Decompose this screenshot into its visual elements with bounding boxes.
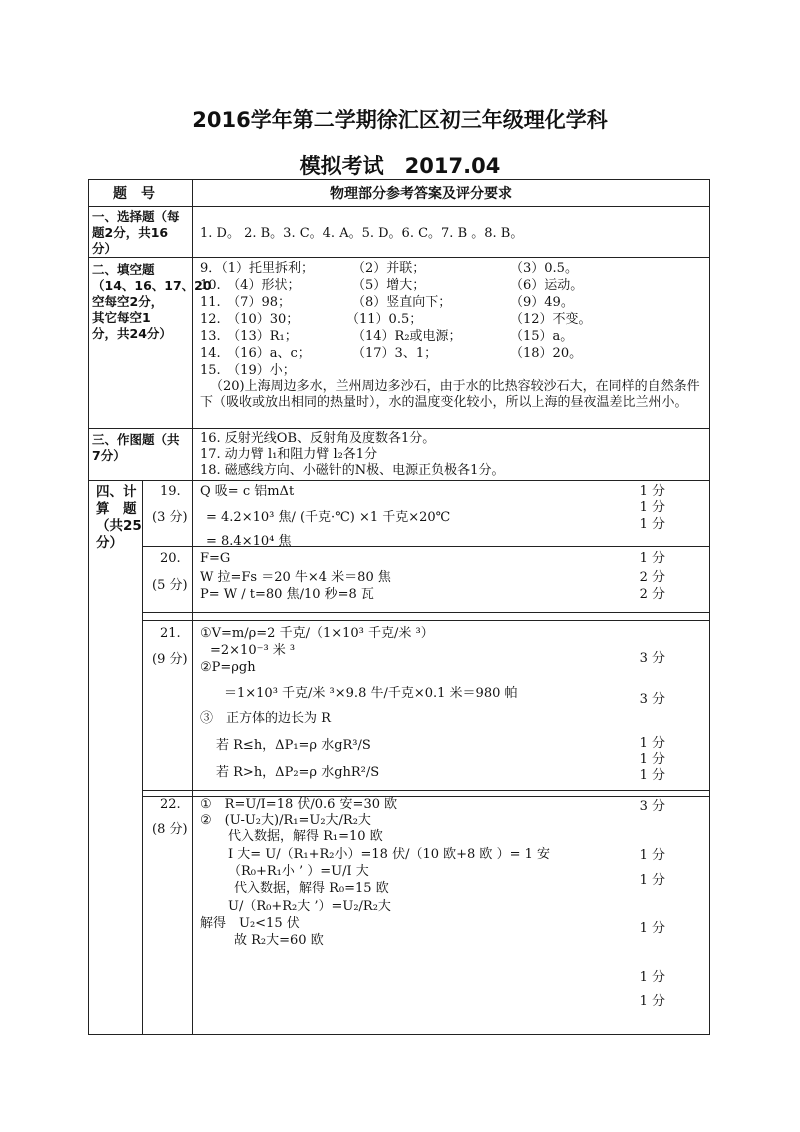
q21-step: ②P=ρgh [200, 660, 256, 675]
q20-step: P= W / t=80 焦/10 秒=8 瓦 [200, 587, 374, 602]
document-subtitle: 模拟考试 2017.04 [299, 154, 501, 178]
blank-answer: （14）R₂或电源； [352, 329, 462, 344]
q19-points: (3 分) [152, 510, 188, 525]
table-border-bottom [88, 1034, 710, 1035]
row-line [142, 612, 710, 613]
row-line [88, 206, 710, 207]
q19-score: 1 分 [639, 517, 665, 532]
q19-step: Q 吸= c 铝mΔt [200, 484, 295, 499]
q22-number: 22. [160, 797, 181, 812]
q20-score: 1 分 [639, 551, 665, 566]
blank-answer: （6）运动。 [510, 278, 584, 293]
section-3-label: 三、作图题（共 7分） [92, 432, 180, 463]
q22-step: 代入数据，解得 R₁=10 欧 [228, 829, 383, 844]
row-line [142, 790, 710, 791]
q22-score: 1 分 [639, 873, 665, 888]
q22-points: (8 分) [152, 822, 188, 837]
q22-step: 故 R₂大=60 欧 [234, 933, 324, 948]
q21-points: (9 分) [152, 652, 188, 667]
q22-step: （R₀+R₁小 ’ ）=U/I 大 [228, 864, 369, 879]
row-line [88, 428, 710, 429]
q20-step: F=G [200, 551, 231, 566]
q21-step: ＝1×10³ 千克/米 ³×9.8 牛/千克×0.1 米＝980 帕 [224, 686, 518, 701]
blank-answer: （9）49。 [510, 295, 574, 310]
row-line [142, 620, 710, 621]
blank-20-explanation: （20)上海周边多水，兰州周边多沙石，由于水的比热容较沙石大，在同样的自然条件下（吸收或放出相同的热量时），水的温度变化较小，所以上海的昼夜温差比兰州小。 [200, 379, 700, 410]
drawing-answer-17: 17. 动力臂 l₁和阻力臂 l₂各1分 [200, 447, 378, 462]
blank-answer: （2）并联； [352, 261, 426, 276]
q22-score: 1 分 [639, 848, 665, 863]
q21-step: 若 R>h，ΔP₂=ρ 水ghR²/S [216, 765, 380, 780]
blank-answer: 11. （7）98； [200, 295, 291, 310]
q19-score: 1 分 [639, 484, 665, 499]
section-2-label: 二、填空题 （14、16、17、20 空每空2分， 其它每空1 分，共24分） [92, 262, 212, 341]
q19-step: = 4.2×10³ 焦/ (千克·℃) ×1 千克×20℃ [206, 510, 451, 525]
blank-answer: （15）a。 [510, 329, 574, 344]
table-border-top [88, 179, 710, 180]
q21-score: 1 分 [639, 736, 665, 751]
header-answer-title: 物理部分参考答案及评分要求 [330, 186, 512, 202]
q22-step: 解得 U₂<15 伏 [200, 916, 300, 931]
q20-number: 20. [160, 551, 181, 566]
blank-answer: （5）增大； [352, 278, 426, 293]
drawing-answer-16: 16. 反射光线OB、反射角及度数各1分。 [200, 431, 436, 446]
blank-answer: 15. （19）小； [200, 363, 296, 378]
q19-step: = 8.4×10⁴ 焦 [206, 534, 292, 549]
blank-answer: （17）3、1； [352, 346, 438, 361]
q21-step: =2×10⁻³ 米 ³ [210, 643, 296, 658]
q21-step: ③ 正方体的边长为 R [200, 711, 331, 726]
q20-score: 2 分 [639, 570, 665, 585]
sub-column-divider [142, 480, 143, 1035]
drawing-answer-18: 18. 磁感线方向、小磁针的N极、电源正负极各1分。 [200, 463, 505, 478]
q22-score: 1 分 [639, 994, 665, 1009]
q20-score: 2 分 [639, 587, 665, 602]
blank-answer: 9．（1）托里拆利； [200, 261, 315, 276]
blank-answer: （18）20。 [510, 346, 583, 361]
q21-score: 1 分 [639, 752, 665, 767]
q19-score: 1 分 [639, 500, 665, 515]
q22-step: ② (U-U₂大)/R₁=U₂大/R₂大 [200, 813, 371, 828]
q22-step: I 大= U/（R₁+R₂小）=18 伏/（10 欧+8 欧 ）= 1 安 [228, 847, 550, 862]
row-line [88, 257, 710, 258]
q22-score: 1 分 [639, 970, 665, 985]
q20-points: (5 分) [152, 578, 188, 593]
row-line [88, 480, 710, 481]
q21-score: 1 分 [639, 768, 665, 783]
q22-score: 3 分 [639, 799, 665, 814]
q22-step: ① R=U/I=18 伏/0.6 安=30 欧 [200, 797, 398, 812]
blank-answer: 13. （13）R₁； [200, 329, 298, 344]
blank-answer: （12）不变。 [510, 312, 592, 327]
table-border-left [88, 179, 89, 1035]
blank-answer: （3）0.5。 [510, 261, 578, 276]
blank-answer: 10. （4）形状； [200, 278, 301, 293]
q21-score: 3 分 [639, 692, 665, 707]
section-4-label: 四、计 算 题 （共25 分） [96, 484, 142, 551]
section-1-answers: 1. D。 2. B。3. C。4. A。5. D。6. C。7. B 。8. B。 [200, 226, 524, 241]
q22-step: U/（R₀+R₂大 ’）=U₂/R₂大 [228, 899, 391, 914]
blank-answer: （11）0.5； [346, 312, 423, 327]
q21-step: ①V=m/ρ=2 千克/（1×10³ 千克/米 ³） [200, 626, 434, 641]
q19-number: 19. [160, 484, 181, 499]
q21-number: 21. [160, 626, 181, 641]
header-question-number: 题 号 [113, 186, 155, 202]
q20-step: W 拉=Fs ＝20 牛×4 米＝80 焦 [200, 570, 391, 585]
blank-answer: （8）竖直向下； [352, 295, 452, 310]
blank-answer: 12. （10）30； [200, 312, 300, 327]
table-border-right [709, 179, 710, 1035]
blank-answer: 14. （16）a、c； [200, 346, 311, 361]
section-1-label: 一、选择题（每 题2分，共16 分） [92, 209, 180, 256]
document-title: 2016学年第二学期徐汇区初三年级理化学科 [192, 108, 608, 132]
q21-step: 若 R≤h，ΔP₁=ρ 水gR³/S [216, 738, 371, 753]
q22-score: 1 分 [639, 921, 665, 936]
q22-step: 代入数据，解得 R₀=15 欧 [234, 881, 389, 896]
q21-score: 3 分 [639, 651, 665, 666]
